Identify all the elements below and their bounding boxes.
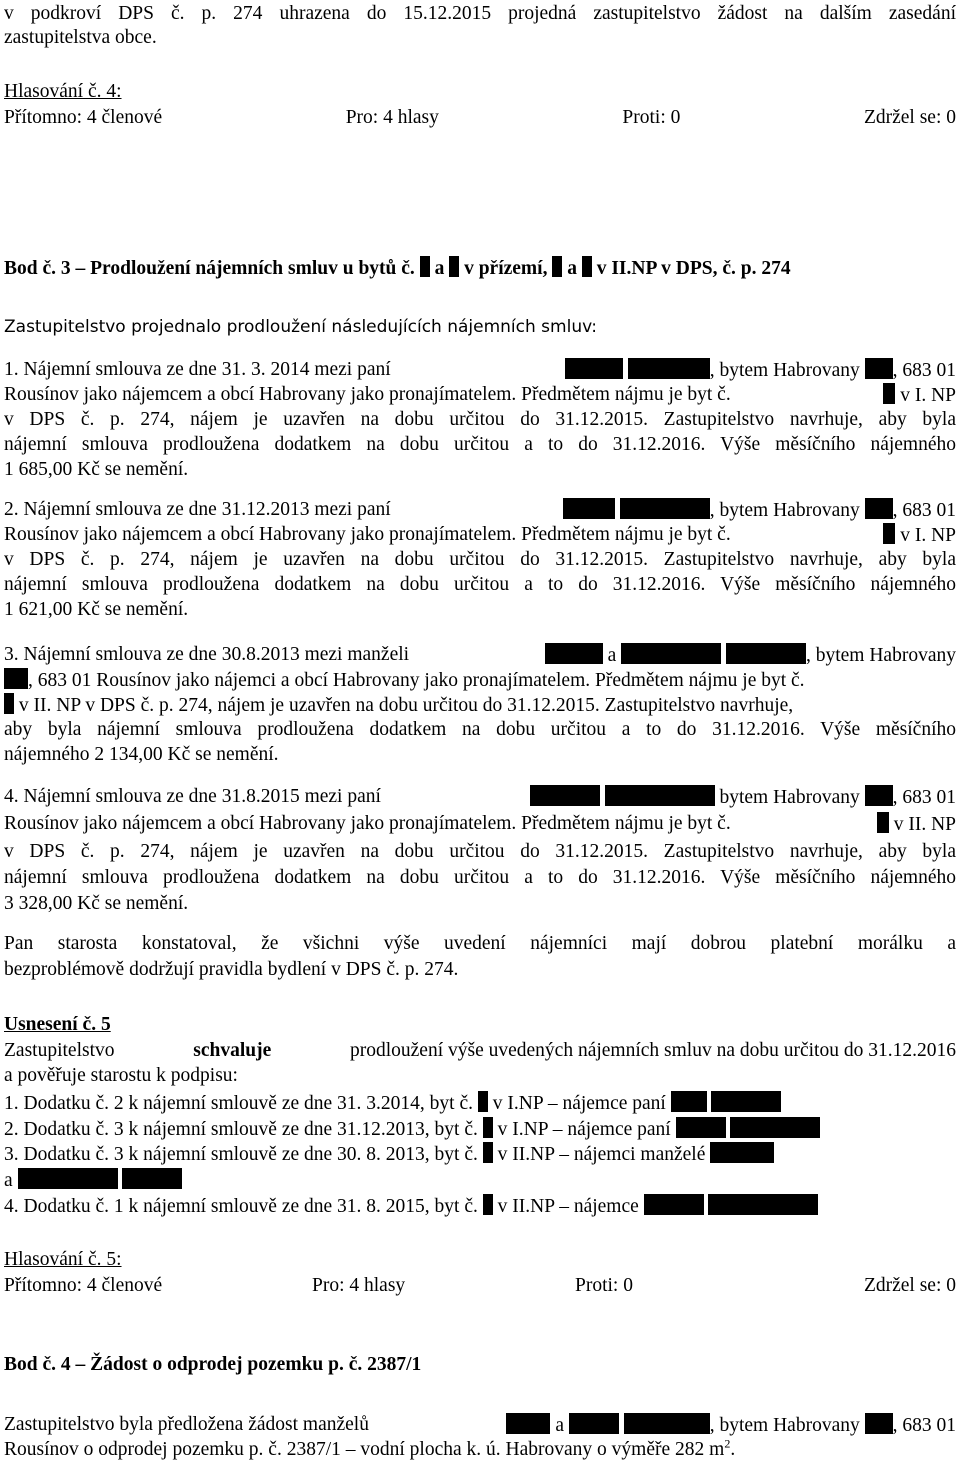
contract2-line-5: 1 621,00 Kč se nemění. [4,599,189,620]
redaction [620,498,710,519]
vote5-present: Přítomno: 4 členové [4,1275,163,1296]
mayor-line-2: bezproblémově dodržují pravidla bydlení v DPS č. p. 274. [4,959,459,980]
vote4-abstain: Zdržel se: 0 [863,107,956,128]
redaction [552,256,562,277]
vote4-row [4,106,956,130]
contract1-line-5: 1 685,00 Kč se nemění. [4,459,189,480]
item4-text: , 683 01 [892,1415,956,1436]
contract3-text: , 683 01 Rousínov jako nájemci a obcí Habrovany jako pronajímatelem. Předmětem nájmu je byt č. [28,670,805,691]
contract3-line-1 [4,643,956,668]
addendum-4 [4,1194,956,1219]
contract3-line-4: aby byla nájemní smlouva prodloužena dodatkem na dobu určitou a to do 31.12.2016. Výše měsíčního [4,719,956,740]
item4-line-2 [4,1438,956,1462]
contract4-line-1 [4,785,956,810]
contract4-line-4: nájemní smlouva prodloužena dodatkem na dobu určitou a to do 31.12.2016. Výše měsíčního nájemného [4,867,956,888]
mayor-line-1: Pan starosta konstatoval, že všichni výše uvedení nájemníci mají dobrou platební morálku a [4,933,956,954]
item4-text: Rousínov o odprodej pozemku p. č. 2387/1 – vodní plocha k. ú. Habrovany o výměře 282 m [4,1439,725,1460]
intro-line-1: v podkroví DPS č. p. 274 uhrazena do 15.12.2015 projedná zastupitelstvo žádost na dalším zasedání [4,3,956,24]
redaction [865,358,893,379]
addendum-text: 4. Dodatku č. 1 k nájemní smlouvě ze dne 31. 8. 2015, byt č. [4,1196,478,1217]
contract2-line-1 [4,498,956,523]
vote4-present: Přítomno: 4 členové [4,107,163,128]
contract3-text: v II. NP v DPS č. p. 274, nájem je uzavřen na dobu určitou do 31.12.2015. Zastupitelstvo navrhuje, [18,695,794,716]
intro-line-2: zastupitelstva obce. [4,27,157,48]
item4-text: Zastupitelstvo byla předložena žádost manželů [4,1414,369,1435]
contract4-line-2 [4,812,956,837]
redaction [676,1117,726,1138]
redaction [582,256,592,277]
resolution-title: Usnesení č. 5 [4,1014,111,1035]
contract2-line-4: nájemní smlouva prodloužena dodatkem na dobu určitou a to do 31.12.2016. Výše měsíčního nájemného [4,574,956,595]
item3-heading-text: a [434,258,445,279]
redaction [420,256,430,277]
contract2-text: , 683 01 [892,500,956,521]
item4-text: . [730,1439,736,1460]
contract3-text: , bytem Habrovany [805,645,956,666]
redaction [865,785,893,806]
vote5-title: Hlasování č. 5: [4,1249,122,1270]
contract2-text: Rousínov jako nájemcem a obcí Habrovany jako pronajímatelem. Předmětem nájmu je byt č. [4,524,731,545]
resolution-line-1 [4,1039,956,1063]
redaction [18,1168,118,1189]
resolution-text: prodloužení výše uvedených nájemních smluv na dobu určitou do 31.12.2016 [349,1040,956,1061]
contract1-text: , 683 01 [892,360,956,381]
contract3-text: a [607,645,617,666]
contract3-line-3 [4,693,956,718]
item3-heading-text: v přízemí, [464,258,548,279]
redaction [708,1194,818,1215]
contract2-line-3: v DPS č. p. 274, nájem je uzavřen na dobu určitou do 31.12.2015. Zastupitelstvo navrhuje, aby byla [4,549,956,570]
contract1-line-1 [4,358,956,383]
redaction [483,1117,493,1138]
redaction [506,1413,550,1434]
redaction [730,1117,820,1138]
redaction [563,498,615,519]
redaction [671,1091,707,1112]
addendum-3 [4,1142,956,1167]
redaction [545,643,603,664]
redaction [122,1168,182,1189]
contract4-text: , 683 01 [892,787,956,808]
addendum-text: 3. Dodatku č. 3 k nájemní smlouvě ze dne 30. 8. 2013, byt č. [4,1144,478,1165]
contract2-line-2 [4,523,956,548]
contract2-text: 2. Nájemní smlouva ze dne 31.12.2013 mezi paní [4,499,391,520]
redaction [711,1091,781,1112]
contract3-text: 3. Nájemní smlouva ze dne 30.8.2013 mezi manželi [4,644,410,665]
contract2-text: , bytem Habrovany [709,500,860,521]
contract4-text: bytem Habrovany [719,787,860,808]
redaction [530,785,600,806]
contract1-text: 1. Nájemní smlouva ze dne 31. 3. 2014 mezi paní [4,359,391,380]
addendum-text: 1. Dodatku č. 2 k nájemní smlouvě ze dne 31. 3.2014, byt č. [4,1093,473,1114]
redaction [449,256,459,277]
redaction [865,1413,893,1434]
contract1-text: v I. NP [900,385,956,406]
redaction [605,785,715,806]
redaction [624,1413,710,1434]
contract4-line-5: 3 328,00 Kč se nemění. [4,893,189,914]
contract1-line-2 [4,383,956,408]
redaction [883,523,895,544]
redaction [865,498,893,519]
vote4-against: Proti: 0 [622,107,681,128]
item4-text: , bytem Habrovany [709,1415,860,1436]
resolution-line-2: a pověřuje starostu k podpisu: [4,1065,238,1086]
redaction [565,358,623,379]
redaction [644,1194,704,1215]
contract4-text: v II. NP [893,814,956,835]
redaction [710,1142,774,1163]
redaction [569,1413,619,1434]
addendum-1 [4,1091,956,1116]
redaction [726,643,806,664]
redaction [4,668,28,689]
vote5-against: Proti: 0 [575,1275,633,1296]
item3-heading-text: v II.NP v DPS, č. p. 274 [596,258,791,279]
contract4-text: Rousínov jako nájemcem a obcí Habrovany jako pronajímatelem. Předmětem nájmu je byt č. [4,813,731,834]
redaction [483,1142,493,1163]
addendum-text: v I.NP – nájemce paní [497,1119,671,1140]
redaction [621,643,721,664]
resolution-approves: schvaluje [193,1040,272,1061]
contract4-line-3: v DPS č. p. 274, nájem je uzavřen na dobu určitou do 31.12.2015. Zastupitelstvo navrhuje, aby byla [4,841,956,862]
addendum-text: v II.NP – nájemci manželé [497,1144,706,1165]
redaction [483,1194,493,1215]
redaction [883,383,895,404]
item3-heading-text: Bod č. 3 – Prodloužení nájemních smluv u bytů č. [4,258,415,279]
contract3-line-2 [4,668,956,693]
vote5-for: Pro: 4 hlasy [312,1275,406,1296]
resolution-text: Zastupitelstvo [4,1040,115,1061]
addendum-text: a [4,1170,13,1191]
item4-heading: Bod č. 4 – Žádost o odprodej pozemku p. č. 2387/1 [4,1354,422,1375]
contract1-line-4: nájemní smlouva prodloužena dodatkem na dobu určitou a to do 31.12.2016. Výše měsíčního nájemného [4,434,956,455]
superscript: 2 [724,1436,731,1451]
contract1-text: , bytem Habrovany [709,360,860,381]
redaction [877,812,889,833]
contract4-text: 4. Nájemní smlouva ze dne 31.8.2015 mezi paní [4,786,381,807]
redaction [628,358,710,379]
vote4-title: Hlasování č. 4: [4,81,122,102]
redaction [4,693,14,714]
addendum-text: 2. Dodatku č. 3 k nájemní smlouvě ze dne 31.12.2013, byt č. [4,1119,478,1140]
vote4-for: Pro: 4 hlasy [345,107,439,128]
item3-heading-text: a [567,258,577,279]
item4-line-1 [4,1413,956,1438]
contract3-line-5: nájemného 2 134,00 Kč se nemění. [4,744,279,765]
contract1-line-3: v DPS č. p. 274, nájem je uzavřen na dobu určitou do 31.12.2015. Zastupitelstvo navrhuje, aby byla [4,409,956,430]
item4-text: a [555,1415,564,1436]
addendum-3-continued [4,1168,956,1193]
contract1-text: Rousínov jako nájemcem a obcí Habrovany jako pronajímatelem. Předmětem nájmu je byt č. [4,384,731,405]
addendum-text: v I.NP – nájemce paní [492,1093,666,1114]
contract2-text: v I. NP [900,525,956,546]
addendum-2 [4,1117,956,1142]
addendum-text: v II.NP – nájemce [497,1196,639,1217]
redaction [478,1091,488,1112]
item3-intro: Zastupitelstvo projednalo prodloužení následujících nájemních smluv: [4,317,597,337]
vote5-abstain: Zdržel se: 0 [863,1275,956,1296]
item3-heading [4,256,956,281]
